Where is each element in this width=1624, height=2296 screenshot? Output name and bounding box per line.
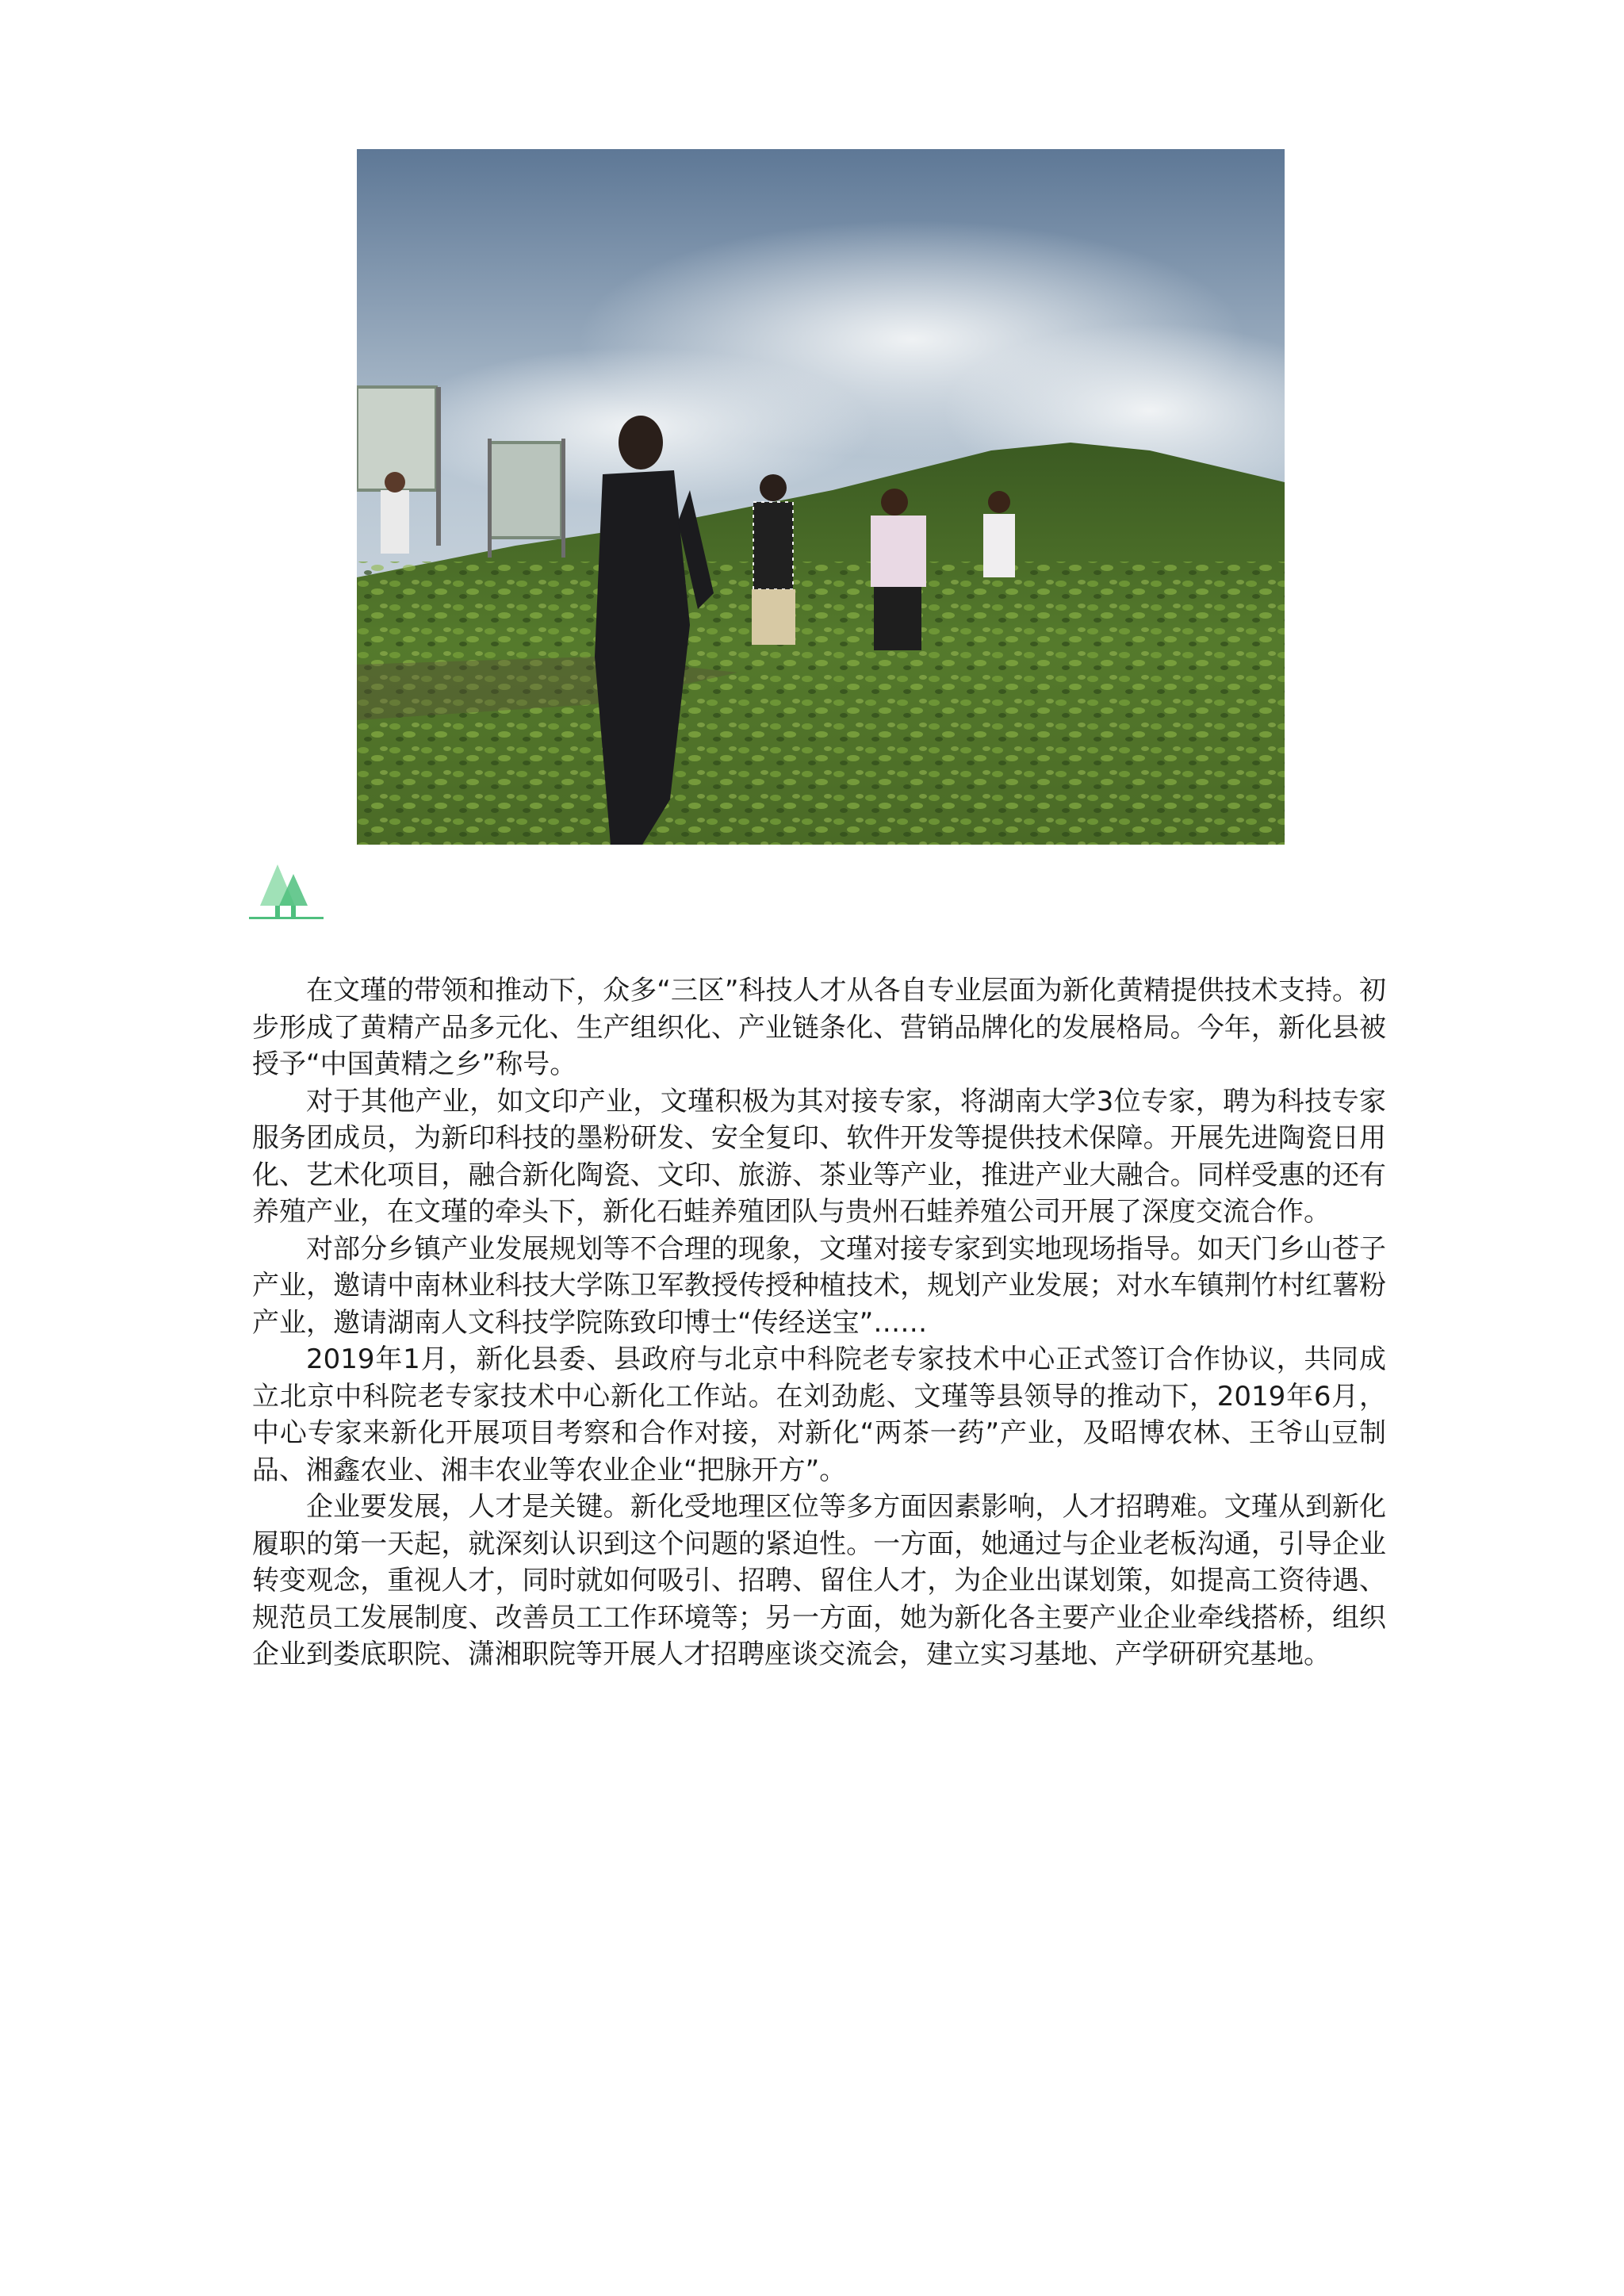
- article-body: [252, 972, 1386, 1673]
- paragraph: 企业要发展，人才是关键。新化受地理区位等多方面因素影响，人才招聘难。文瑾从到新化履职的第一天起，就深刻认识到这个问题的紧迫性。一方面，她通过与企业老板沟通，引导企业转变观念，重视人才，同时就如何吸引、招聘、留住人才，为企业出谋划策，如提高工资待遇、规范员工发展制度、改善员工工作环境等；另一方面，她为新化各主要产业企业牵线搭桥，组织企业到娄底职院、潇湘职院等开展人才招聘座谈交流会，建立实习基地、产学研研究基地。: [252, 1491, 1386, 1670]
- paragraph: 对于其他产业，如文印产业，文瑾积极为其对接专家，将湖南大学3位专家，聘为科技专家服务团成员，为新印科技的墨粉研发、安全复印、软件开发等提供技术保障。开展先进陶瓷日用化、艺术化项目，融合新化陶瓷、文印、旅游、茶业等产业，推进产业大融合。同样受惠的还有养殖产业，在文瑾的牵头下，新化石蛙养殖团队与贵州石蛙养殖公司开展了深度交流合作。: [252, 1085, 1386, 1228]
- paragraph: 2019年1月，新化县委、县政府与北京中科院老专家技术中心正式签订合作协议，共同成立北京中科院老专家技术中心新化工作站。在刘劲彪、文瑾等县领导的推动下，2019年6月，中心专家来新化开展项目考察和合作对接，对新化“两茶一药”产业，及昭博农林、王爷山豆制品、湘鑫农业、湘丰农业等农业企业“把脉开方”。: [252, 1343, 1387, 1486]
- field-photo: [357, 149, 1285, 845]
- paragraph: 在文瑾的带领和推动下，众多“三区”科技人才从各自专业层面为新化黄精提供技术支持。初步形成了黄精产品多元化、生产组织化、产业链条化、营销品牌化的发展格局。今年，新化县被授予“中国黄精之乡”称号。: [252, 975, 1386, 1080]
- field-photo-image: [357, 149, 1285, 845]
- paragraph: 对部分乡镇产业发展规划等不合理的现象，文瑾对接专家到实地现场指导。如天门乡山苍子产业，邀请中南林业科技大学陈卫军教授传授种植技术，规划产业发展；对水车镇荆竹村红薯粉产业，邀请湖南人文科技学院陈致印博士“传经送宝”……: [252, 1232, 1386, 1339]
- tree-icon: [249, 861, 324, 922]
